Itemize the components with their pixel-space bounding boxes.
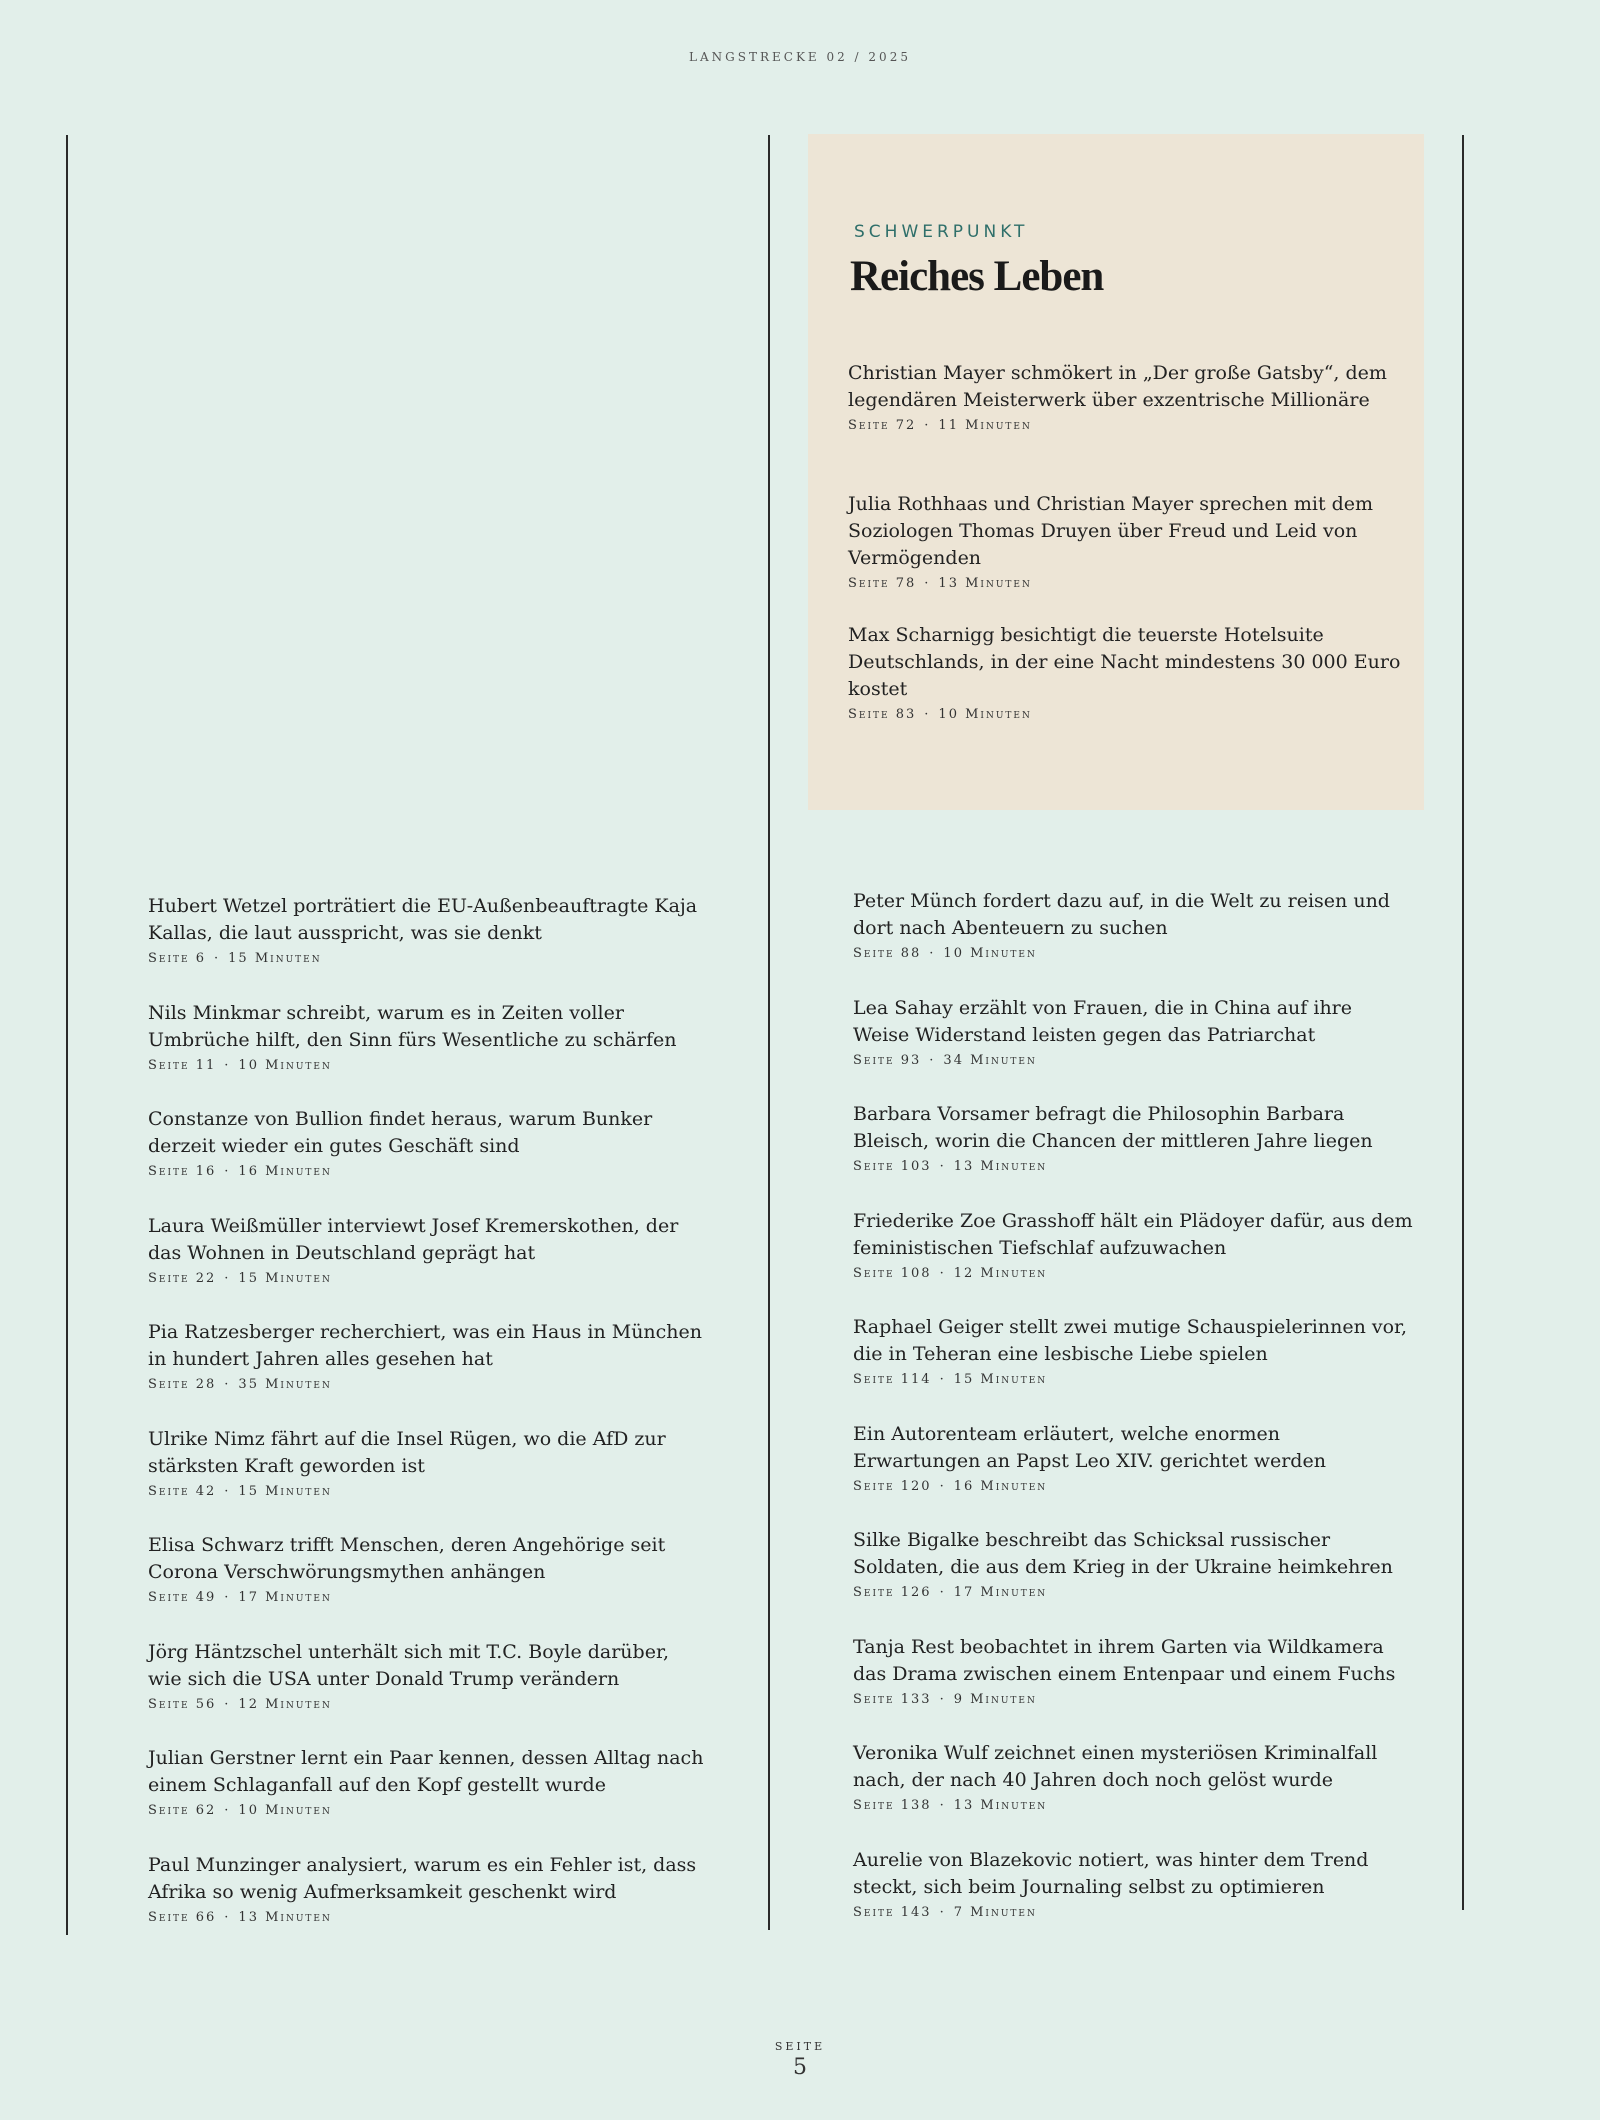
page-reference: Seite 83 [848,707,917,722]
running-header: LANGSTRECKE 02 / 2025 [689,50,911,64]
reading-time: 16 Minuten [953,1478,1048,1494]
entry-description: Jörg Häntzschel unterhält sich mit T.C. Boyle darüber, wie sich die USA unter Donald Trump verändern [148,1640,669,1690]
entry-meta [853,1266,1413,1281]
separator-dot: · [939,1798,946,1813]
entry-meta [148,1803,708,1818]
entry-meta [853,1479,1413,1494]
page-reference: Seite 93 [853,1052,922,1068]
entry-meta [148,1164,708,1179]
separator-dot: · [924,418,931,433]
entry-meta [853,1053,1413,1068]
page-reference: Seite 120 [853,1478,932,1494]
reading-time: 17 Minuten [953,1585,1048,1600]
page-reference: Seite 133 [853,1691,932,1707]
page-reference: Seite 108 [853,1265,932,1281]
toc-entry [853,1740,1413,1847]
page-reference: Seite 22 [148,1270,217,1286]
reading-time: 13 Minuten [953,1159,1048,1174]
page-reference: Seite 78 [848,576,917,591]
page-reference: Seite 88 [853,946,922,961]
entry-meta [848,576,1408,591]
page-reference: Seite 103 [853,1159,932,1174]
entry-description: Elisa Schwarz trifft Menschen, deren Angehörige seit Corona Verschwörungsmythen anhängen [148,1534,666,1583]
entry-meta [853,1692,1413,1707]
entry-meta [853,1798,1413,1813]
page-reference: Seite 56 [148,1696,217,1712]
entry-meta [148,1697,708,1712]
separator-dot: · [214,951,221,966]
reading-time: 15 Minuten [228,951,322,966]
reading-time: 15 Minuten [238,1270,332,1286]
page-reference: Seite 126 [853,1585,932,1600]
toc-entry [853,1208,1413,1315]
entry-description: Laura Weißmüller interviewt Josef Kremerskothen, der das Wohnen in Deutschland geprägt hat [148,1214,679,1264]
separator-dot: · [939,1372,946,1387]
entry-meta [148,1271,708,1286]
entry-description: Hubert Wetzel porträtiert die EU-Außenbeauftragte Kaja Kallas, die laut ausspricht, was sie denkt [148,895,698,944]
entry-description: Lea Sahay erzählt von Frauen, die in China auf ihre Weise Widerstand leisten gegen das Patriarchat [853,996,1353,1046]
reading-time: 17 Minuten [238,1590,332,1605]
entry-meta [148,1910,708,1925]
toc-entry [148,1639,708,1746]
toc-entry [853,888,1413,995]
entry-description: Pia Ratzesberger recherchiert, was ein Haus in München in hundert Jahren alles gesehen hat [148,1321,703,1370]
reading-time: 12 Minuten [953,1265,1048,1281]
entry-description: Julia Rothhaas und Christian Mayer sprechen mit dem Soziologen Thomas Druyen über Freud und Leid von Vermögenden [848,493,1374,569]
reading-time: 13 Minuten [938,576,1032,591]
contents-right-column [853,888,1413,1953]
page-reference: Seite 6 [148,951,207,966]
toc-entry [148,893,708,1000]
entry-description: Silke Bigalke beschreibt das Schicksal russischer Soldaten, die aus dem Krieg in der Ukraine heimkehren [853,1529,1393,1578]
page-reference: Seite 42 [148,1483,217,1499]
entry-description: Veronika Wulf zeichnet einen mysteriösen Kriminalfall nach, der nach 40 Jahren doch noch gelöst wurde [853,1742,1378,1791]
page-reference: Seite 28 [148,1377,217,1392]
reading-time: 11 Minuten [938,418,1032,433]
entry-meta [148,1484,708,1499]
schwerpunkt-entry [848,622,1408,753]
schwerpunkt-entry [848,360,1408,491]
toc-entry [148,1106,708,1213]
column-rule-center [768,135,770,1930]
page-reference: Seite 72 [848,418,917,433]
page-reference: Seite 66 [148,1909,217,1925]
toc-entry [853,1101,1413,1208]
entry-meta [853,1585,1413,1600]
footer-label: SEITE [774,2040,826,2053]
toc-entry [148,1745,708,1852]
reading-time: 15 Minuten [238,1483,332,1499]
separator-dot: · [224,1057,231,1073]
entry-description: Nils Minkmar schreibt, warum es in Zeiten voller Umbrüche hilft, den Sinn fürs Wesentliche zu schärfen [148,1001,677,1051]
separator-dot: · [224,1377,231,1392]
entry-description: Tanja Rest beobachtet in ihrem Garten via Wildkamera das Drama zwischen einem Entenpaar und einem Fuchs [853,1635,1396,1685]
separator-dot: · [924,707,931,722]
column-rule-left [66,135,68,1935]
entry-meta [853,1372,1413,1387]
entry-meta [848,707,1408,722]
schwerpunkt-entry [848,491,1408,622]
page-number: 5 [793,2055,807,2080]
page-reference: Seite 49 [148,1590,217,1605]
toc-entry [148,1319,708,1426]
schwerpunkt-title: Reiches Leben [850,253,1104,300]
entry-description: Constanze von Bullion findet heraus, warum Bunker derzeit wieder ein gutes Geschäft sind [148,1108,653,1157]
reading-time: 13 Minuten [953,1798,1048,1813]
page-reference: Seite 11 [148,1057,217,1073]
entry-meta [148,1590,708,1605]
toc-entry [853,1527,1413,1634]
separator-dot: · [224,1803,231,1818]
reading-time: 9 Minuten [953,1691,1037,1707]
separator-dot: · [224,1270,231,1286]
schwerpunkt-list [848,360,1408,753]
toc-entry [853,1421,1413,1528]
page-reference: Seite 138 [853,1798,932,1813]
toc-entry [148,1213,708,1320]
page-reference: Seite 16 [148,1164,217,1179]
toc-entry [853,1314,1413,1421]
contents-left-column [148,893,708,1958]
separator-dot: · [939,1691,946,1707]
separator-dot: · [939,1585,946,1600]
entry-meta [853,1905,1413,1920]
entry-description: Peter Münch fordert dazu auf, in die Welt zu reisen und dort nach Abenteuern zu suchen [853,890,1390,939]
separator-dot: · [939,1159,946,1174]
reading-time: 10 Minuten [238,1057,332,1073]
separator-dot: · [939,1904,946,1920]
separator-dot: · [929,946,936,961]
separator-dot: · [924,576,931,591]
reading-time: 10 Minuten [943,946,1037,961]
entry-meta [853,1159,1413,1174]
toc-entry [148,1852,708,1959]
separator-dot: · [929,1052,936,1068]
toc-entry [853,1847,1413,1954]
reading-time: 15 Minuten [953,1372,1048,1387]
entry-description: Christian Mayer schmökert in „Der große Gatsby“, dem legendären Meisterwerk über exzentrische Millionäre [848,362,1387,411]
page-footer [0,2040,1600,2080]
separator-dot: · [224,1696,231,1712]
entry-description: Raphael Geiger stellt zwei mutige Schauspielerinnen vor, die in Teheran eine lesbische Liebe spielen [853,1316,1408,1365]
page-reference: Seite 62 [148,1803,217,1818]
separator-dot: · [224,1590,231,1605]
entry-description: Max Scharnigg besichtigt die teuerste Hotelsuite Deutschlands, in der eine Nacht mindestens 30 000 Euro kostet [848,624,1401,700]
page-reference: Seite 114 [853,1372,932,1387]
toc-entry [853,995,1413,1102]
toc-entry [148,1000,708,1107]
entry-description: Paul Munzinger analysiert, warum es ein Fehler ist, dass Afrika so wenig Aufmerksamkeit geschenkt wird [148,1853,697,1903]
column-rule-right [1462,135,1464,1910]
reading-time: 16 Minuten [238,1164,332,1179]
entry-meta [853,946,1413,961]
entry-description: Barbara Vorsamer befragt die Philosophin Barbara Bleisch, worin die Chancen der mittleren Jahre liegen [853,1103,1373,1152]
separator-dot: · [224,1164,231,1179]
entry-description: Ein Autorenteam erläutert, welche enormen Erwartungen an Papst Leo XIV. gerichtet werden [853,1422,1326,1472]
reading-time: 34 Minuten [943,1052,1037,1068]
entry-meta [848,418,1408,433]
reading-time: 35 Minuten [238,1377,332,1392]
entry-description: Friederike Zoe Grasshoff hält ein Plädoyer dafür, aus dem feministischen Tiefschlaf aufzuwachen [853,1209,1413,1259]
entry-description: Julian Gerstner lernt ein Paar kennen, dessen Alltag nach einem Schlaganfall auf den Kopf gestellt wurde [148,1747,704,1796]
separator-dot: · [224,1909,231,1925]
toc-entry [853,1634,1413,1741]
schwerpunkt-kicker: SCHWERPUNKT [854,222,1029,242]
reading-time: 13 Minuten [238,1909,332,1925]
entry-meta [148,1058,708,1073]
reading-time: 7 Minuten [953,1904,1037,1920]
reading-time: 10 Minuten [938,707,1032,722]
entry-description: Ulrike Nimz fährt auf die Insel Rügen, wo die AfD zur stärksten Kraft geworden ist [148,1427,666,1477]
schwerpunkt-box [808,134,1424,810]
toc-entry [148,1426,708,1533]
separator-dot: · [939,1478,946,1494]
separator-dot: · [224,1483,231,1499]
reading-time: 12 Minuten [238,1696,332,1712]
toc-entry [148,1532,708,1639]
entry-meta [148,1377,708,1392]
reading-time: 10 Minuten [238,1803,332,1818]
separator-dot: · [939,1265,946,1281]
entry-meta [148,951,708,966]
page-reference: Seite 143 [853,1904,932,1920]
entry-description: Aurelie von Blazekovic notiert, was hinter dem Trend steckt, sich beim Journaling selbst zu optimieren [853,1848,1369,1898]
